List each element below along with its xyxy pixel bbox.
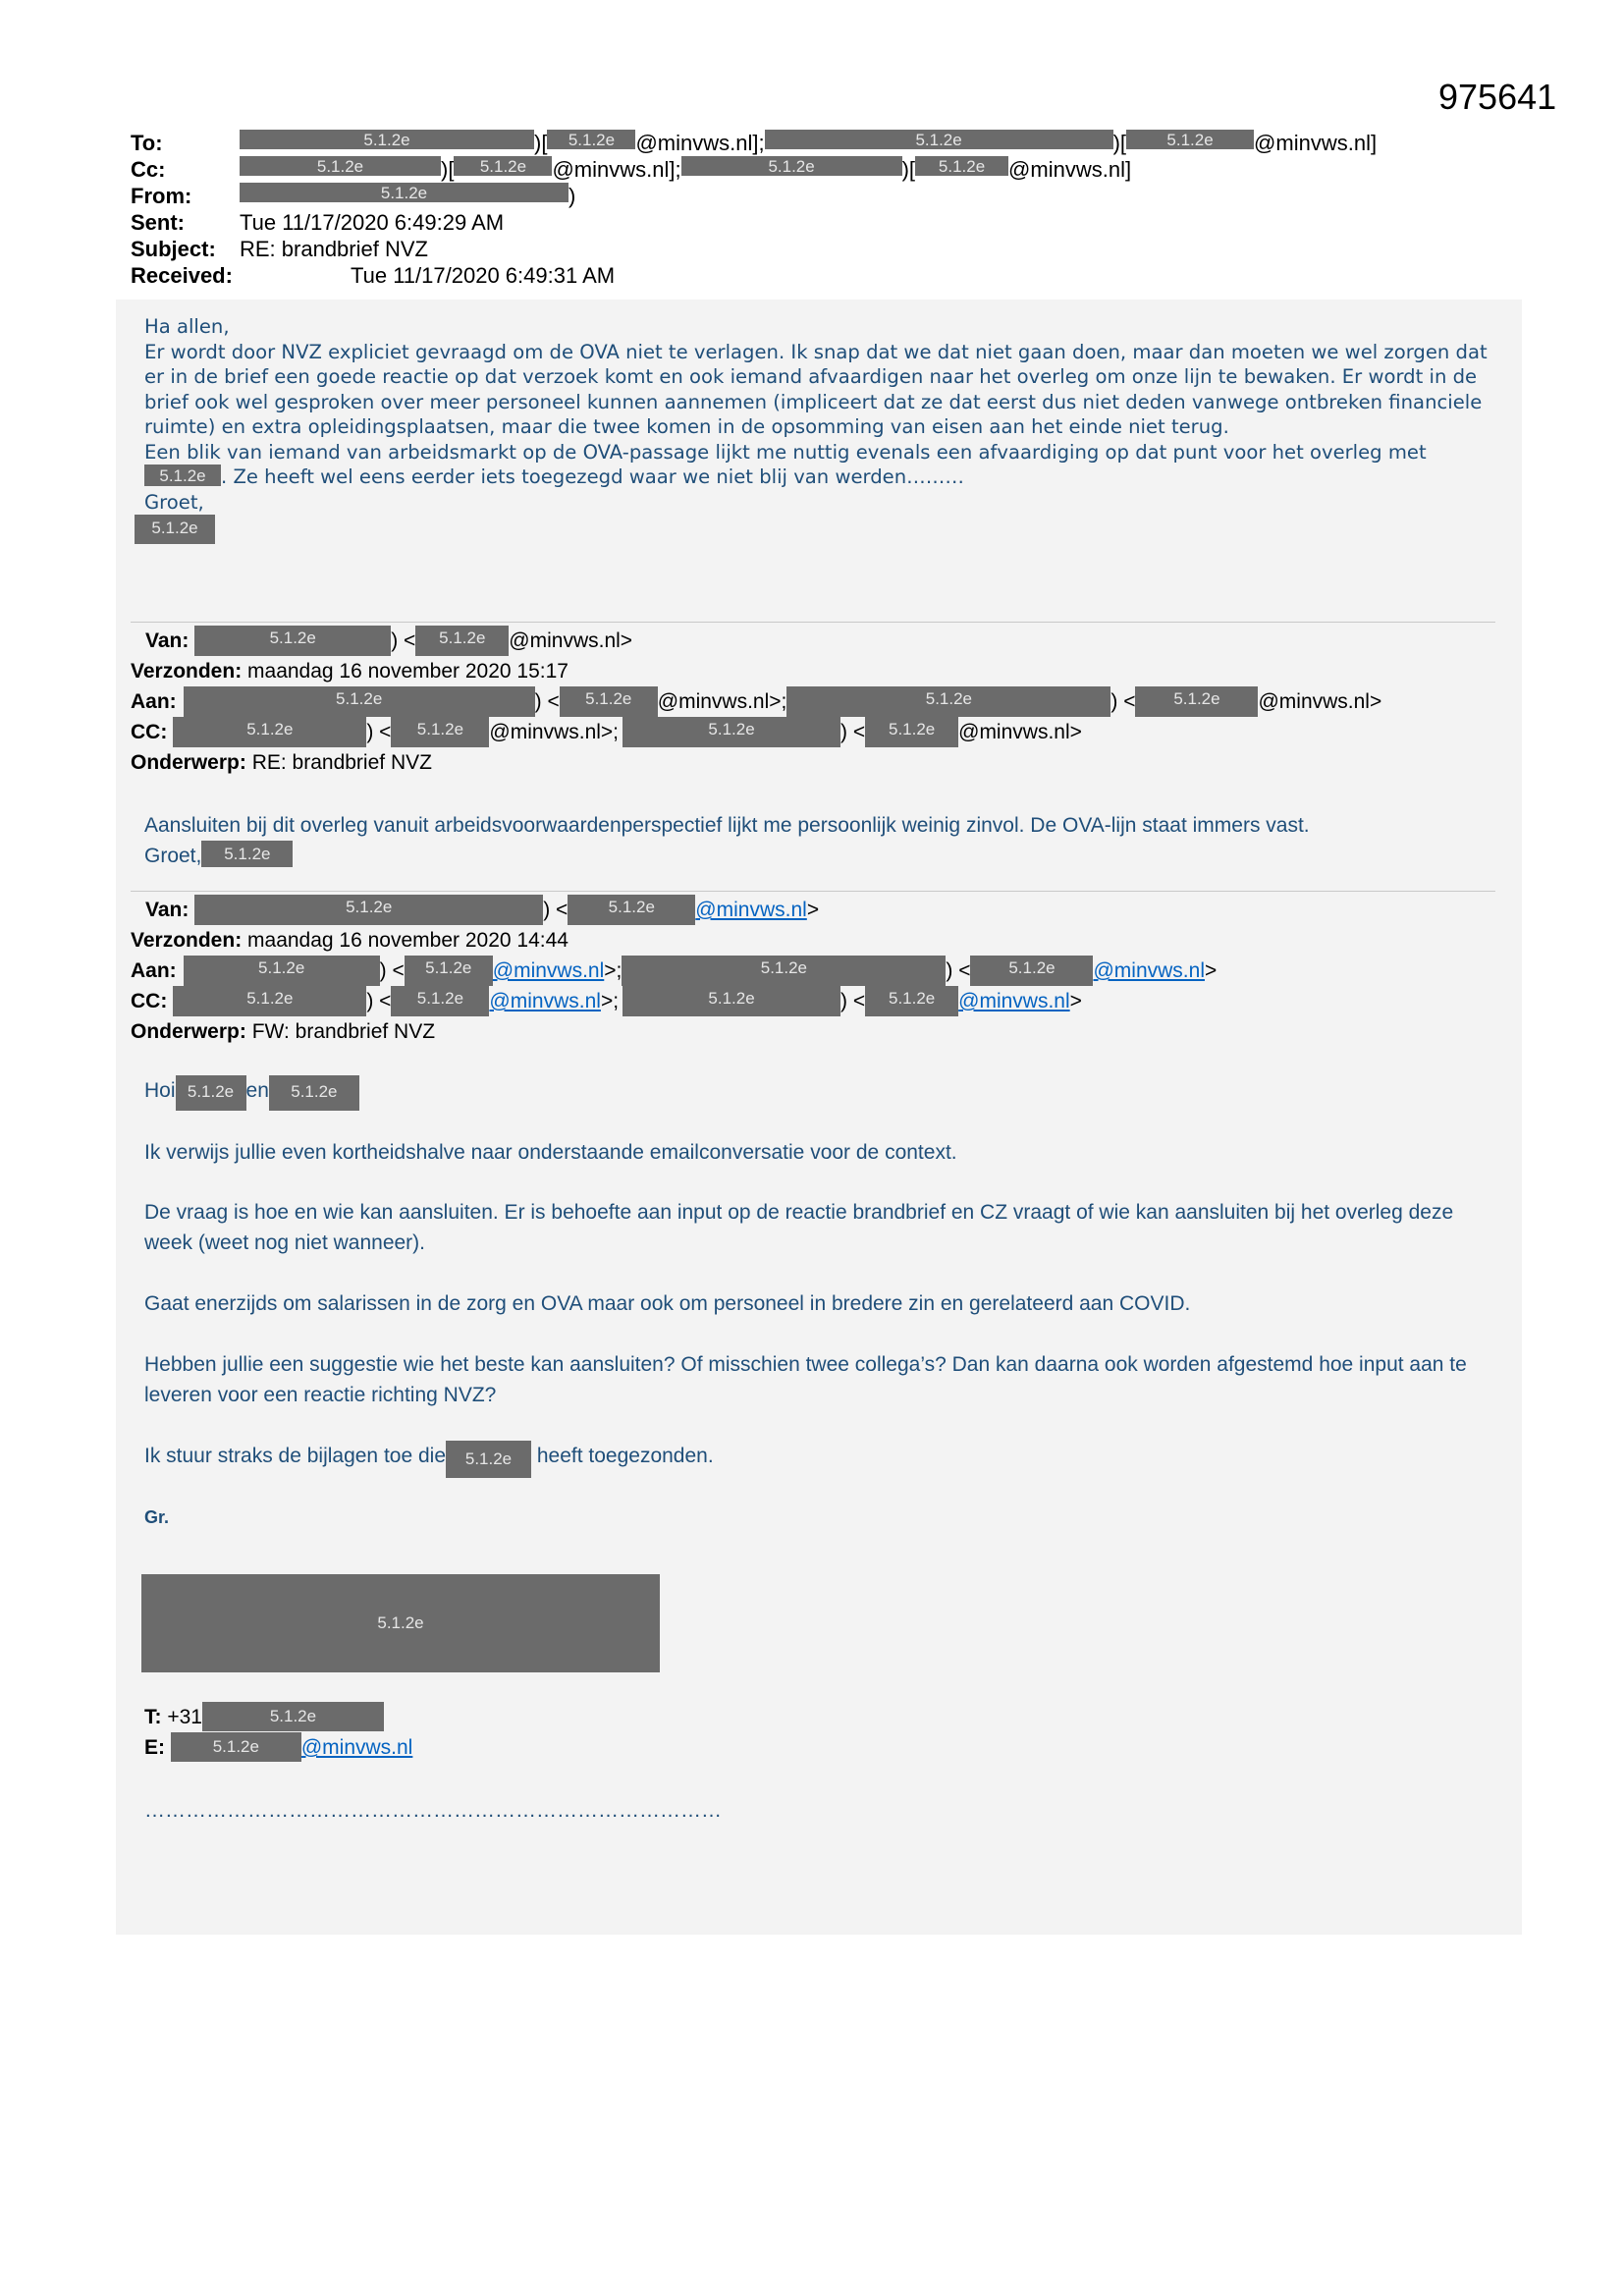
subject-label: Subject: [131,237,216,261]
email-label: E: [144,1736,165,1759]
message-2-body [144,810,1499,871]
redaction: 5.1.2e [547,130,635,149]
cc-label: CC: [131,721,168,743]
aan-row: Aan: 5.1.2e ) < 5.1.2e @minvws.nl>; 5.1.2e ) < 5.1.2e @minvws.nl> [131,686,1381,717]
document-number: 975641 [1438,77,1557,117]
cc-address: @minvws.nl]; [552,157,681,182]
cc-label: CC: [131,990,168,1012]
greeting: Ha allen, [144,315,230,338]
paragraph-text: . Ze heeft wel eens eerder iets toegezegd waar we niet blij van werden……… [221,465,964,488]
redaction: 5.1.2e [194,895,543,925]
redaction: 5.1.2e [865,986,958,1016]
message-1-body [144,314,1489,544]
greeting-text: Hoi [144,1079,176,1102]
onderwerp-label: Onderwerp: [131,751,246,774]
to-row: To: 5.1.2e )[ 5.1.2e @minvws.nl]; 5.1.2e )[ 5.1.2e @minvws.nl] [131,131,1378,155]
onderwerp-row [131,1016,1217,1047]
van-label: Van: [145,629,189,652]
redaction: 5.1.2e [454,156,552,176]
to-address: @minvws.nl] [1254,131,1378,155]
subject-row [131,236,1377,262]
redaction: 5.1.2e [173,717,366,747]
separator [131,891,1495,892]
paragraph [144,440,1489,490]
email-line [144,1732,1499,1763]
sent-row [131,209,1377,236]
onderwerp-label: Onderwerp: [131,1020,246,1043]
greeting-line [144,1075,1499,1111]
redaction: 5.1.2e [865,717,958,747]
email-link[interactable]: @minvws.nl [958,990,1070,1012]
subject-value: RE: brandbrief NVZ [240,237,428,261]
redaction: 5.1.2e [405,956,493,986]
sent-label: Sent: [131,210,185,235]
redaction: 5.1.2e [173,986,366,1016]
email-link[interactable]: @minvws.nl [695,899,807,921]
from-row [131,183,1377,209]
received-label: Received: [131,263,233,288]
separator [131,622,1495,623]
onderwerp-value: FW: brandbrief NVZ [251,1020,436,1043]
email-domain: @minvws.nl>; [489,721,620,743]
redaction: 5.1.2e [135,515,215,544]
cc-row: Cc: 5.1.2e )[ 5.1.2e @minvws.nl]; 5.1.2e )[ 5.1.2e @minvws.nl] [131,157,1132,182]
cc-address: @minvws.nl] [1008,157,1132,182]
paragraph-text: heeft toegezonden. [536,1445,714,1467]
closing-text: Groet, [144,845,202,867]
verzonden-row [131,925,1217,956]
paragraph: Aansluiten bij dit overleg vanuit arbeidsvoorwaardenperspectief lijkt me persoonlijk weinig zinvol. De OVA-lijn staat immers vast. [144,814,1310,837]
redaction: 5.1.2e [194,626,391,656]
redaction: 5.1.2e [240,130,534,149]
redaction: 5.1.2e [446,1441,531,1478]
van-row: Van: 5.1.2e ) < 5.1.2e @minvws.nl> [131,626,1381,656]
cc-row: CC: 5.1.2e ) < 5.1.2e @minvws.nl>; 5.1.2e ) < 5.1.2e @minvws.nl> [131,717,1381,747]
paragraph: Gaat enerzijds om salarissen in de zorg en OVA maar ook om personeel in bredere zin en gerelateerd aan COVID. [144,1292,1191,1315]
van-row: Van: 5.1.2e ) < 5.1.2e @minvws.nl> [131,895,1217,925]
redaction: 5.1.2e [415,626,509,656]
redaction: 5.1.2e [681,156,902,176]
redaction: 5.1.2e [184,956,380,986]
phone-label: T: [144,1706,162,1728]
verzonden-value: maandag 16 november 2020 15:17 [247,660,568,683]
email-link[interactable]: @minvws.nl [1093,959,1205,982]
phone-line [144,1702,1499,1732]
redaction: 5.1.2e [970,956,1093,986]
to-label: To: [131,131,163,155]
paragraph-text: Ik stuur straks de bijlagen toe die [144,1445,447,1467]
email-header [131,130,1377,289]
redaction: 5.1.2e [240,183,568,202]
redaction: 5.1.2e [184,686,535,717]
verzonden-value: maandag 16 november 2020 14:44 [247,929,568,952]
redaction: 5.1.2e [560,686,658,717]
paragraph: Er wordt door NVZ expliciet gevraagd om de OVA niet te verlagen. Ik snap dat we dat niet gaan doen, maar dan moeten we wel zorgen dat er in de brief een goede reactie op dat verzoek komt en ook iemand afvaardigen naar het overleg om onze lijn te bewaken. Er wordt in de brief ook wel gesproken over meer personeel kunnen aannemen (impliceert dat ze dat eerst dus niet deden vanwege ontbreken financiele ruimte) en extra opleidingsplaatsen, maar die twee komen in de opsomming van eisen aan het einde niet terug. [144,340,1488,438]
verzonden-label: Verzonden: [131,660,243,683]
signature-block-redaction: 5.1.2e [141,1574,660,1672]
cc-label: Cc: [131,157,166,182]
from-end: ) [568,184,576,208]
redaction: 5.1.2e [623,986,840,1016]
onderwerp-row [131,747,1381,778]
dotted-separator: ………………………………………………………………………… [144,1799,722,1822]
paragraph-text: Een blik van iemand van arbeidsmarkt op de OVA-passage lijkt me nuttig evenals een afvaardiging op dat punt voor het overleg met [144,440,1427,464]
redaction: 5.1.2e [786,686,1110,717]
paragraph [144,1441,1499,1478]
onderwerp-value: RE: brandbrief NVZ [251,751,432,774]
signature [144,515,1489,544]
paragraph: Hebben jullie een suggestie wie het beste kan aansluiten? Of misschien twee collega’s? Dan kan daarna ook worden afgestemd hoe input aan te leveren voor een reactie richting NVZ? [144,1353,1467,1406]
email-link[interactable]: @minvws.nl [492,959,605,982]
redaction: 5.1.2e [765,130,1113,149]
redaction: 5.1.2e [915,156,1008,176]
redaction: 5.1.2e [391,717,489,747]
from-label: From: [131,184,192,208]
aan-row: Aan: 5.1.2e ) < 5.1.2e @minvws.nl>; 5.1.2e ) < 5.1.2e @minvws.nl> [131,956,1217,986]
aan-label: Aan: [131,690,177,713]
redaction: 5.1.2e [622,956,946,986]
email-domain: @minvws.nl> [509,629,633,652]
greeting-text: en [245,1079,269,1102]
paragraph: Ik verwijs jullie even kortheidshalve naar onderstaande emailconversatie voor de context. [144,1141,957,1164]
redaction: 5.1.2e [623,717,840,747]
closing: Groet, [144,490,204,514]
sent-value: Tue 11/17/2020 6:49:29 AM [240,210,505,235]
redaction: 5.1.2e [568,895,695,925]
van-label: Van: [145,899,189,921]
redaction: 5.1.2e [391,986,489,1016]
email-link[interactable]: @minvws.nl [489,990,601,1012]
redaction: 5.1.2e [269,1075,359,1111]
verzonden-label: Verzonden: [131,929,243,952]
redaction: 5.1.2e [201,841,293,867]
aan-label: Aan: [131,959,177,982]
cc-row: CC: 5.1.2e ) < 5.1.2e @minvws.nl>; 5.1.2e ) < 5.1.2e @minvws.nl> [131,986,1217,1016]
email-body-panel [116,300,1522,1935]
email-domain: @minvws.nl> [1258,690,1382,713]
message-2-header [131,626,1381,778]
to-address: @minvws.nl]; [635,131,765,155]
message-3-header [131,895,1217,1047]
redaction: 5.1.2e [240,156,441,176]
received-row [131,262,1377,289]
email-domain: @minvws.nl>; [657,690,787,713]
closing [144,841,1499,871]
redaction: 5.1.2e [1126,130,1254,149]
phone-prefix: +31 [167,1706,202,1728]
email-link[interactable]: @minvws.nl [300,1736,413,1759]
redaction: 5.1.2e [171,1732,301,1762]
redaction: 5.1.2e [202,1702,384,1731]
verzonden-row [131,656,1381,686]
redaction: 5.1.2e [1135,686,1258,717]
email-domain: @minvws.nl> [958,721,1082,743]
redaction: 5.1.2e [176,1075,246,1111]
redaction: 5.1.2e [144,465,221,486]
received-value: Tue 11/17/2020 6:49:31 AM [351,263,616,288]
closing: Gr. [144,1507,170,1527]
paragraph: De vraag is hoe en wie kan aansluiten. Er is behoefte aan input op de reactie brandbrief en CZ vraagt of wie kan aansluiten bij het overleg deze week (weet nog niet wanneer). [144,1201,1454,1254]
